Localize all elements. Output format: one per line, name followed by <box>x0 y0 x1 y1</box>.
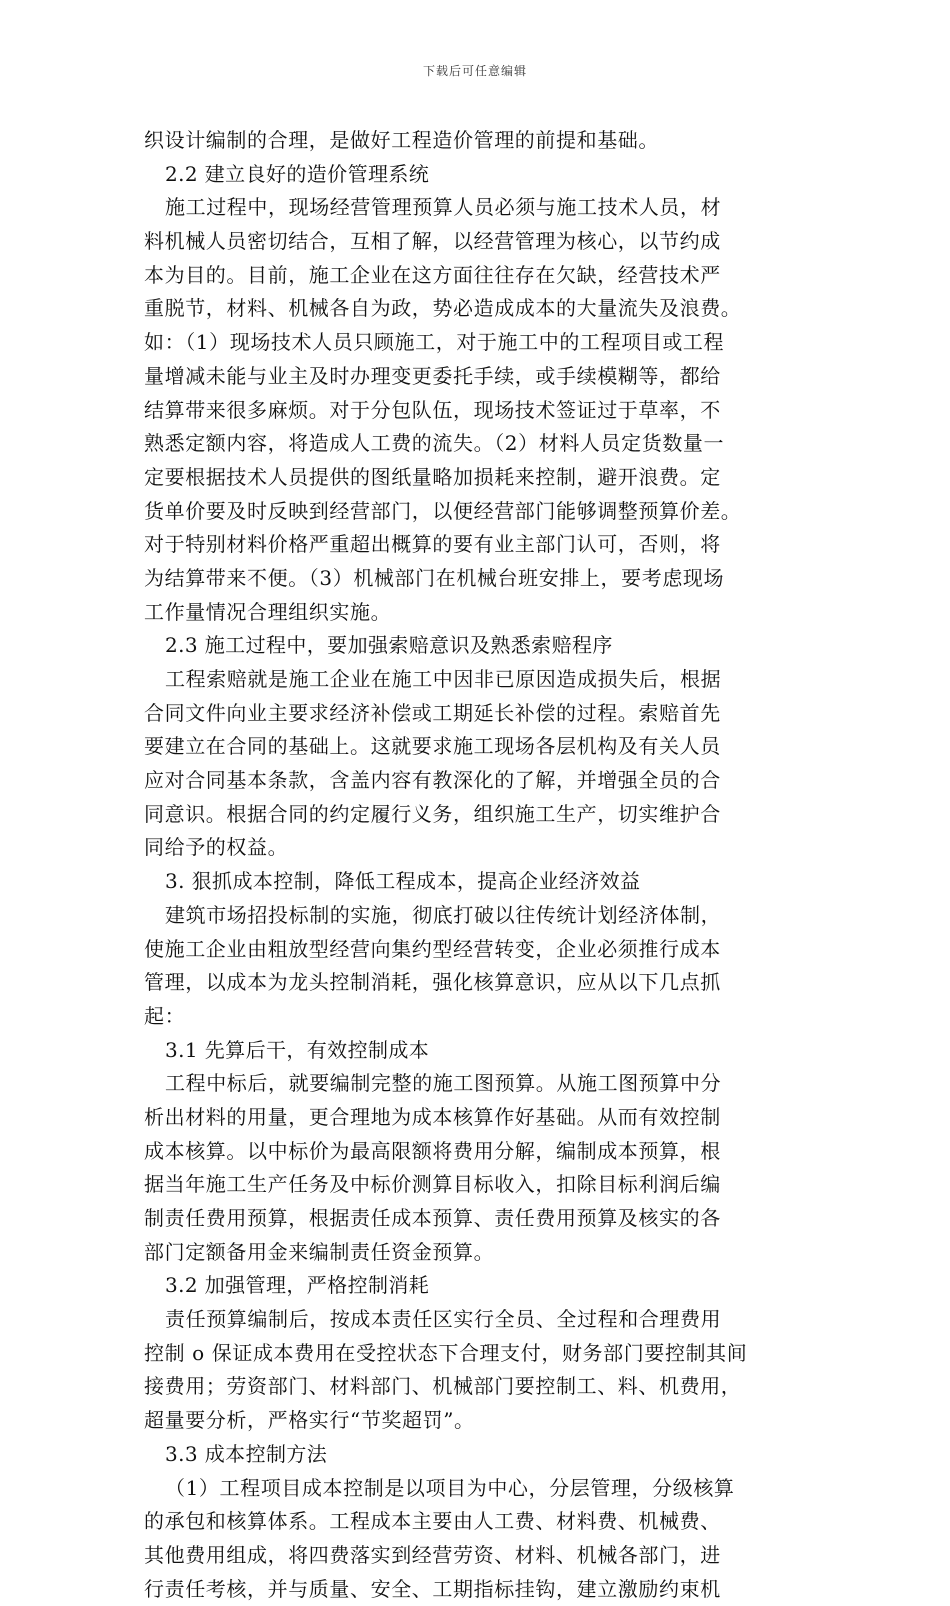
paragraph-line: 起： <box>144 1003 186 1028</box>
paragraph-line: 料机械人员密切结合，互相了解，以经营管理为核心，以节约成 <box>144 229 721 254</box>
page-header-note: 下载后可任意编辑 <box>422 64 527 78</box>
section-heading: 3.1 先算后干，有效控制成本 <box>165 1037 430 1062</box>
paragraph-line: 使施工企业由粗放型经营向集约型经营转变，企业必须推行成本 <box>144 936 721 961</box>
paragraph-line: 责任预算编制后，按成本责任区实行全员、全过程和合理费用 <box>165 1307 722 1332</box>
paragraph-line: 制责任费用预算，根据责任成本预算、责任费用预算及核实的各 <box>144 1206 721 1230</box>
paragraph-line: 接费用；劳资部门、材料部门、机械部门要控制工、料、机费用， <box>144 1374 742 1399</box>
paragraph-line: 熟悉定额内容，将造成人工费的流失。（2）材料人员定货数量一 <box>144 431 725 456</box>
paragraph-line: 重脱节，材料、机械各自为政，势必造成成本的大量流失及浪费。 <box>144 296 742 321</box>
section-heading: 3.3 成本控制方法 <box>165 1441 328 1466</box>
paragraph-line: 工程中标后，就要编制完整的施工图预算。从施工图预算中分 <box>165 1071 722 1096</box>
paragraph-line: 据当年施工生产任务及中标价测算目标收入，扣除目标利润后编 <box>144 1172 721 1197</box>
paragraph-line: 其他费用组成，将四费落实到经营劳资、材料、机械各部门，进 <box>144 1542 721 1567</box>
paragraph-line: 行责任考核，并与质量、安全、工期指标挂钩，建立激励约束机 <box>144 1576 721 1601</box>
paragraph-line: 同给予的权益。 <box>144 835 289 860</box>
paragraph-line: 工作量情况合理组织实施。 <box>144 599 392 624</box>
paragraph-line: 控制 o 保证成本费用在受控状态下合理支付，财务部门要控制其间 <box>144 1340 748 1365</box>
paragraph-line: 结算带来很多麻烦。对于分包队伍，现场技术签证过于草率，不 <box>144 397 721 422</box>
paragraph-line: （1）工程项目成本控制是以项目为中心，分层管理，分级核算 <box>165 1475 735 1500</box>
section-heading: 2.3 施工过程中，要加强索赔意识及熟悉索赔程序 <box>165 633 613 658</box>
paragraph-line: 的承包和核算体系。工程成本主要由人工费、材料费、机械费、 <box>144 1509 721 1534</box>
paragraph-line: 同意识。根据合同的约定履行义务，组织施工生产，切实维护合 <box>144 801 721 826</box>
paragraph-line: 建筑市场招投标制的实施，彻底打破以往传统计划经济体制， <box>165 902 722 927</box>
paragraph-line: 本为目的。目前，施工企业在这方面往往存在欠缺，经营技术严 <box>144 262 721 287</box>
paragraph-line: 要建立在合同的基础上。这就要求施工现场各层机构及有关人员 <box>144 734 721 759</box>
paragraph-line: 超量要分析，严格实行“节奖超罚”。 <box>144 1408 475 1433</box>
paragraph-line: 应对合同基本条款，含盖内容有教深化的了解，并增强全员的合 <box>144 768 721 793</box>
paragraph-line: 合同文件向业主要求经济补偿或工期延长补偿的过程。索赔首先 <box>144 700 721 725</box>
paragraph-line: 对于特别材料价格严重超出概算的要有业主部门认可，否则，将 <box>144 532 721 557</box>
section-heading: 2.2 建立良好的造价管理系统 <box>165 161 430 186</box>
paragraph-line: 管理，以成本为龙头控制消耗，强化核算意识，应从以下几点抓 <box>144 970 721 995</box>
paragraph-line: 量增减未能与业主及时办理变更委托手续，或手续模糊等，都给 <box>144 363 721 388</box>
paragraph-line: 施工过程中，现场经营管理预算人员必须与施工技术人员，材 <box>165 195 722 220</box>
paragraph-line: 如：（1）现场技术人员只顾施工，对于施工中的工程项目或工程 <box>144 330 725 355</box>
paragraph-line: 成本核算。以中标价为最高限额将费用分解，编制成本预算，根 <box>144 1138 721 1163</box>
paragraph-line: 织设计编制的合理，是做好工程造价管理的前提和基础。 <box>144 128 659 152</box>
section-heading: 3. 狠抓成本控制，降低工程成本，提高企业经济效益 <box>165 869 641 894</box>
paragraph-line: 工程索赔就是施工企业在施工中因非已原因造成损失后，根据 <box>165 667 722 691</box>
paragraph-line: 部门定额备用金来编制责任资金预算。 <box>144 1239 495 1264</box>
paragraph-line: 定要根据技术人员提供的图纸量略加损耗来控制，避开浪费。定 <box>144 464 721 489</box>
paragraph-line: 析出材料的用量，更合理地为成本核算作好基础。从而有效控制 <box>144 1104 721 1129</box>
paragraph-line: 为结算带来不便。（3）机械部门在机械台班安排上，要考虑现场 <box>144 565 725 590</box>
section-heading: 3.2 加强管理，严格控制消耗 <box>165 1273 430 1298</box>
paragraph-line: 货单价要及时反映到经营部门，以便经营部门能够调整预算价差。 <box>144 498 742 523</box>
document-body <box>144 124 804 1606</box>
